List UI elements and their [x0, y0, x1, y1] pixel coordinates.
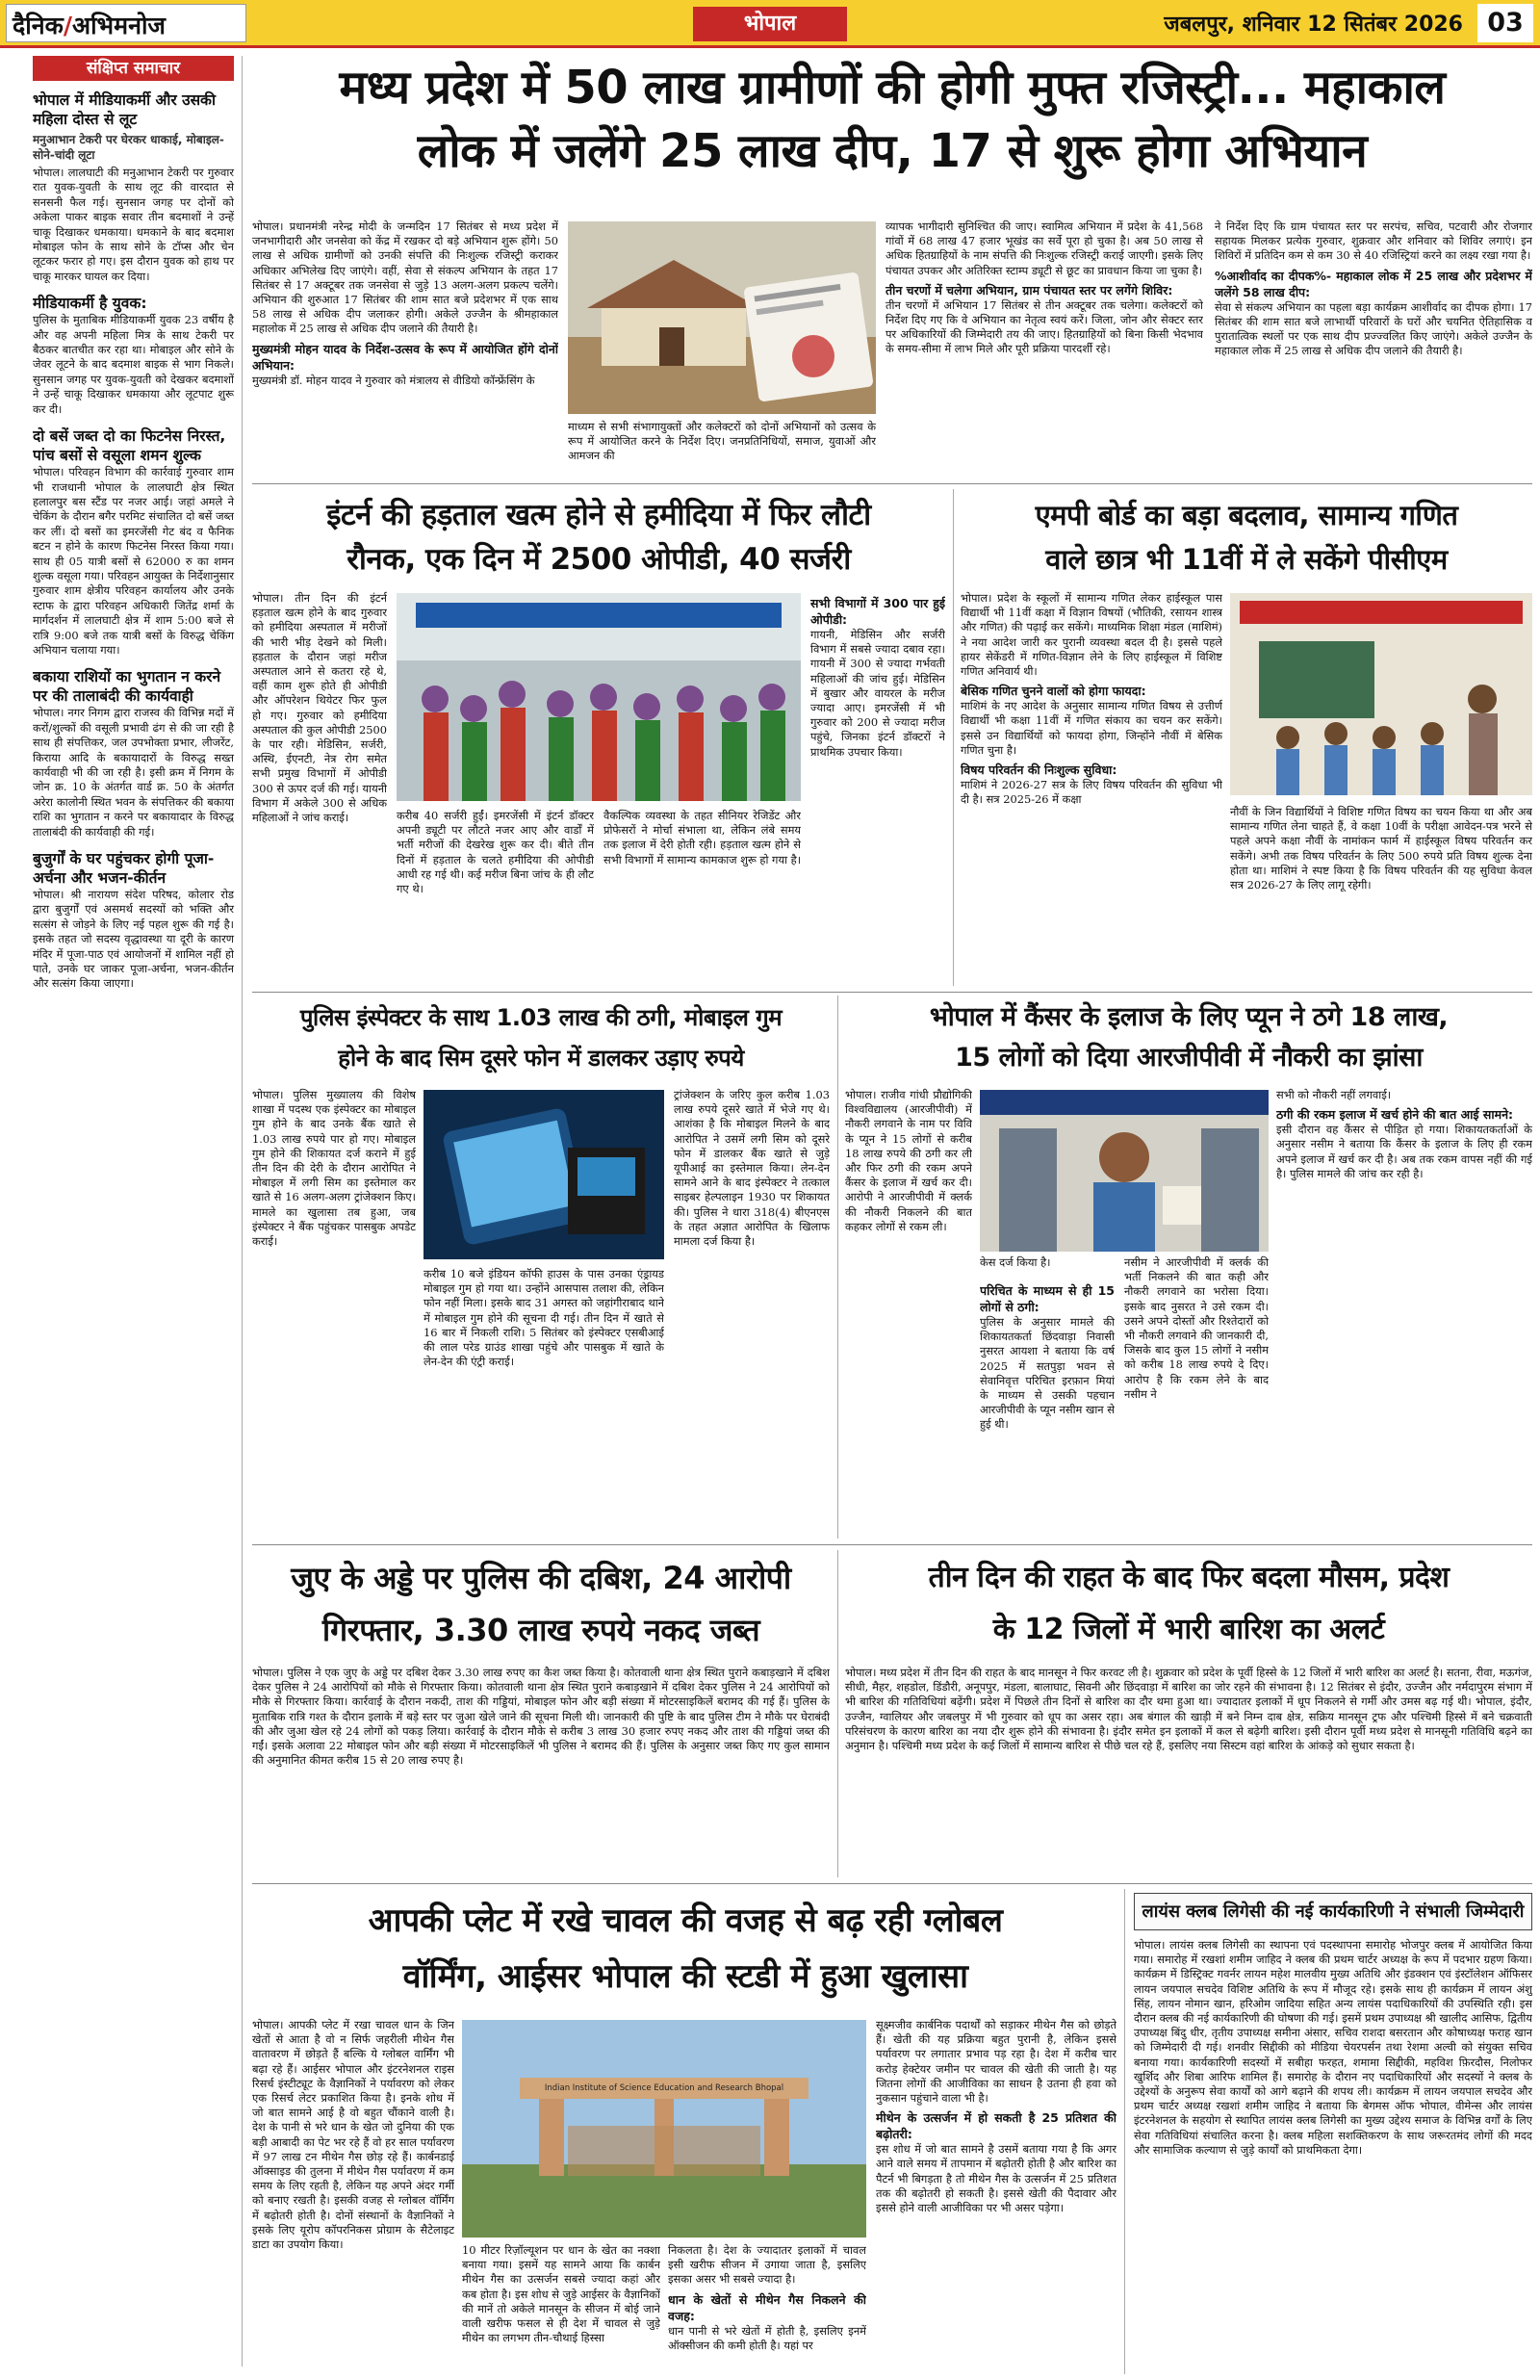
cancer-photo-accused — [980, 1090, 1269, 1252]
brief-title: बकाया राशियों का भुगतान न करने पर की तालाबंदी की कार्यवाही — [33, 668, 221, 706]
mpboard-col-1: भोपाल। प्रदेश के स्कूलों में सामान्य गणित लेकर हाईस्कूल पास विद्यार्थी भी 11वीं कक्षा में विज्ञान विषयों (भौतिकी, रसायन शास्त्र और गणित) की पढ़ाई कर सकेंगे। माध्यमिक शिक्षा मंडल (माशिमं) ने नया आदेश जारी कर पुरानी व्यवस्था बदल दी है। इससे पहले हायर सेकेंडरी में गणित-विज्ञान लेने के लिए हाईस्कूल में विशिष्ट गणित अनिवार्य थी। बेसिक गणित चुनने वालों को होगा फायदा: माशिमं के नए आदेश के अनुसार सामान्य गणित विषय से उत्तीर्ण विद्यार्थी भी कक्षा 11वीं में गणित संकाय का चयन कर सकेंगे। इससे उन विद्यार्थियों को फायदा होगा, जिन्होंने नौवीं में बेसिक गणित चुना है। विषय परिवर्तन की निःशुल्क सुविधा: माशिमं ने 2026-27 सत्र के लिए विषय परिवर्तन की सुविधा भी दी है। सत्र 2025-26 में कक्षा — [961, 591, 1222, 807]
city-label: भोपाल — [693, 7, 847, 41]
rice-col-3: सूक्ष्मजीव कार्बनिक पदार्थों को सड़ाकर मीथेन गैस को छोड़ते हैं। खेती की यह प्रक्रिया बहुत पुरानी है, लेकिन इससे पर्यावरण पर लगातार प्रभाव पड़ रहा है। देश में करीब चार करोड़ हेक्टेयर जमीन पर चावल की खेती की जाती है। यह जितना लोगों की आजीविका का साधन है उतना ही हवा को नुकसान पहुंचाने वाला भी है। मीथेन के उत्सर्जन में हो सकती है 25 प्रतिशत की बढ़ोतरी: इस शोध में जो बात सामने है उसमें बताया गया है कि अगर आने वाले समय में तापमान में बढ़ोतरी होती है और बारिश का पैटर्न भी बिगड़ता है तो मीथेन गैस के उत्सर्जन में 25 प्रतिशत तक की बढ़ोतरी हो सकती है। इससे खेती की पैदावार और इससे होने वाली आजीविका पर भी असर पड़ेगा। — [876, 2018, 1116, 2215]
brief-title: दो बसें जब्त दो का फिटनेस निरस्त, पांच बसों से वसूला शमन शुल्क — [33, 427, 226, 465]
lead-col-3: व्यापक भागीदारी सुनिश्चित की जाए। स्वामित्व अभियान में प्रदेश के 41,568 गांवों में 68 लाख 47 हजार भूखंड का सर्वे पूरा हो चुका है। अब 50 लाख से अधिक हितग्राहियों के नाम संपत्ति की निःशुल्क रजिस्ट्री कराई जाएगी। इसके लिए पंचायत उपकर और अतिरिक्त स्टाम्प ड्यूटी से छूट का प्रावधान किया जा चुका है। तीन चरणों में चलेगा अभियान, ग्राम पंचायत स्तर पर लगेंगे शिविर: तीन चरणों में अभियान 17 सितंबर से तीन अक्टूबर तक चलेगा। कलेक्टरों को निर्देश दिए गए कि वे अभियान का नेतृत्व स्वयं करें। जिला, जोन और सेक्टर स्तर पर अधिकारियों की जिम्मेदारी तय की जाए। हितग्राहियों को बिना किसी भेदभाव के समय-सीमा में लाभ मिले और पूरी प्रक्रिया पारदर्शी रहे। — [886, 220, 1203, 356]
lead-col-4: ने निर्देश दिए कि ग्राम पंचायत स्तर पर सरपंच, सचिव, पटवारी और रोजगार सहायक मिलकर प्रत्येक गुरुवार, शुक्रवार और शनिवार को शिविर लगाएं। इन शिविरों में प्रतिदिन कम से कम 30 से 40 रजिस्ट्रियां करने का लक्ष्य रखा गया है। %आशीर्वाद का दीपक%- महाकाल लोक में 25 लाख और प्रदेशभर में जलेंगे 58 लाख दीप: सेवा से संकल्प अभियान का पहला बड़ा कार्यक्रम आशीर्वाद का दीपक होगा। 17 सितंबर की शाम सात बजे लाभार्थी परिवारों के घरों और चयनित ऐतिहासिक व पुरातात्विक स्थलों पर एक साथ दीप प्रज्ज्वलित किए जाएंगे। अकेले उज्जैन के महाकाल लोक में 25 लाख से अधिक दीप जलाने की तैयारी है। — [1215, 220, 1532, 358]
cancer-col-1: भोपाल। राजीव गांधी प्रौद्योगिकी विश्वविद्यालय (आरजीपीवी) में नौकरी लगवाने के नाम पर विवि के प्यून ने 15 लोगों से करीब 18 लाख रुपये की ठगी कर ली और फिर ठगी की रकम अपने कैंसर के इलाज में खर्च कर दी। आरोपी ने आरजीपीवी में क्लर्क की नौकरी निकलने की बात कहकर लोगों से रकम ली। — [845, 1088, 972, 1233]
divider — [252, 1883, 1532, 1884]
lead-photo-caption: माध्यम से सभी संभागायुक्तों और कलेक्टरों को दोनों अभियानों को उत्सव के रूप में आयोजित करने के निर्देश दिए। जनप्रतिनिधियों, समाज, युवाओं और आमजन की — [568, 420, 876, 463]
police-photo-phone — [424, 1090, 664, 1259]
hamidia-col-4: सभी विभागों में 300 पार हुई ओपीडी: गायनी, मेडिसिन और सर्जरी विभाग में सबसे ज्यादा दबाव रहा। गायनी में 300 से ज्यादा गर्भवती महिलाओं की जांच हुई। मेडिसिन में बुखार और वायरल के मरीज ज्यादा आए। इमरजेंसी में भी गुरुवार को 200 से ज्यादा मरीज पहुंचे, जिनका इंटर्न डॉक्टरों ने प्राथमिक उपचार किया। — [810, 596, 945, 759]
divider — [1124, 1889, 1125, 2374]
hamidia-photo-opd — [397, 593, 801, 801]
brief-title: बुजुर्गों के घर पहुंचकर होगी पूजा-अर्चना और भजन-कीर्तन — [33, 850, 215, 888]
mpboard-col-2: नौवीं के जिन विद्यार्थियों ने विशिष्ट गणित विषय का चयन किया था और अब सामान्य गणित लेना चाहते हैं, वे कक्षा 10वीं के परीक्षा आवेदन-पत्र भरने से पहले अपने कक्षा नौवीं के नामांकन फार्म में हाईस्कूल विषय परिवर्तन कर सकेंगे। अभी तक विषय परिवर्तन के लिए 500 रुपये प्रति विषय शुल्क देना होता था। माशिमं ने स्पष्ट किया है कि विषय परिवर्तन की यह सुविधा केवल सत्र 2026-27 के लिए लागू रहेगी। — [1230, 805, 1532, 892]
divider — [252, 1544, 1532, 1545]
rice-photo-iiser — [462, 2020, 866, 2238]
hamidia-col-1: भोपाल। तीन दिन की इंटर्न हड़ताल खत्म होने के बाद गुरुवार को हमीदिया अस्पताल में मरीजों की भारी भीड़ देखने को मिली। हड़ताल के दौरान जहां मरीज अस्पताल आने से कतरा रहे थे, वहीं काम शुरू होते ही ओपीडी और ऑपरेशन थियेटर फिर फुल हो गए। गुरुवार को हमीदिया अस्पताल की कुल ओपीडी 2500 के पार रही। मेडिसिन, सर्जरी, अस्थि, ईएनटी, नेत्र रोग समेत सभी प्रमुख विभागों में ओपीडी 300 से ऊपर दर्ज की गई। यायनी विभाग में अकेले 300 से अधिक महिलाओं ने जांच कराई। — [252, 591, 387, 825]
lions-club-story — [1134, 1893, 1532, 2374]
cancer-col-3: नसीम ने आरजीपीवी में क्लर्क की भर्ती निकलने की बात कही और नौकरी लगवाने का भरोसा दिया। इसके बाद नुसरत ने उसे रकम दी। उसने अपने दोस्तों और रिश्तेदारों को भी नौकरी लगवाने की जानकारी दी, जिसके बाद कुल 15 लोगों ने नसीम को करीब 18 लाख रुपये दे दिए। आरोप है कि रकम लेने के बाद नसीम ने — [1124, 1255, 1269, 1401]
gambling-body: भोपाल। पुलिस ने एक जुए के अड्डे पर दबिश देकर 3.30 लाख रुपए का कैश जब्त किया है। कोतवाली थाना क्षेत्र स्थित पुराने कबाड़खाने में दबिश देकर पुलिस ने 24 आरोपियों को मौके से गिरफ्तार किया। कोतवाली थाना क्षेत्र स्थित पुराने कबाड़खाने में दबिश देकर पुलिस ने 24 आरोपियों को मौके से गिरफ्तार किया। कार्रवाई के दौरान नकदी, ताश की गड्डियां, मोबाइल फोन और बड़ी संख्या में मोटरसाइकिलें बरामद की गई हैं। पुलिस के मुताबिक रात्रि गश्त के दौरान इलाके में बड़े स्तर पर जुआ खेले जाने की सूचना मिली थी। जानकारी की पुष्टि के बाद पुलिस टीम ने मौके पर घेराबंदी की और जुआ खेल रहे 24 लोगों को पकड़ लिया। कार्रवाई के दौरान मौके से करीब 3 लाख 30 हजार रुपए नकद और ताश की गड्डियां जब्त की गईं। इसके अलावा 22 मोबाइल फोन और बड़ी संख्या में मोटरसाइकिलें भी पुलिस ने बरामद की हैं। पुलिस के अनुसार जब्त किए गए कुल सामान की अनुमानित कीमत करीब 15 से 20 लाख रुपए है। — [252, 1666, 830, 1768]
police-col-3: ट्रांजेक्शन के जरिए कुल करीब 1.03 लाख रुपये दूसरे खाते में भेजे गए थे। आशंका है कि मोबाइल मिलने के बाद आरोपित ने उसमें लगी सिम को दूसरे फोन में डालकर बैंक खाते से जुड़े यूपीआई का इस्तेमाल किया। लेन-देन सामने आने के बाद इंस्पेक्टर ने तत्काल साइबर हेल्पलाइन 1930 पर शिकायत की। पुलिस ने धारा 318(4) बीएनएस के तहत अज्ञात आरोपित के खिलाफ मामला दर्ज किया है। — [674, 1088, 830, 1249]
brief-heading: संक्षिप्त समाचार — [33, 56, 234, 81]
lead-photo-registry — [568, 221, 876, 414]
hamidia-cols-2-3: करीब 40 सर्जरी हुईं। इमरजेंसी में इंटर्न डॉक्टर अपनी ड्यूटी पर लौटते नजर आए और वार्डों में भर्ती मरीजों की देखरेख शुरू कर दी। बीते तीन दिनों में हड़ताल के चलते हमीदिया की ओपीडी आधी रह गई थी। कई मरीज बिना जांच के ही लौट गए थे। वैकल्पिक व्यवस्था के तहत सीनियर रेजिडेंट और प्रोफेसरों ने मोर्चा संभाला था, लेकिन लंबे समय तक इलाज में देरी होती रही। हड़ताल खत्म होने से सभी विभागों में सामान्य कामकाज शुरू हो गया है। — [397, 809, 801, 896]
mpboard-photo-classroom — [1230, 593, 1532, 795]
edition-date: जबलपुर, शनिवार 12 सितंबर 2026 — [1164, 13, 1463, 37]
police-col-2: करीब 10 बजे इंडियन कॉफी हाउस के पास उनका एंड्रायड मोबाइल गुम हो गया था। उन्होंने आसपास तलाश की, लेकिन फोन नहीं मिला। इसके बाद 31 अगस्त को जहांगीराबाद थाने में मोबाइल गुम होने की सूचना दी गई। तीन दिन में खाते से 16 बार में निकली राशि। 5 सितंबर को इंस्पेक्टर एसबीआई की लाल परेड ग्राउंड शाखा पहुंचे और पासबुक में खाते के लेन-देन की एंट्री कराई। — [424, 1267, 664, 1369]
brief-body: भोपाल। लालघाटी की मनुआभान टेकरी पर गुरुवार रात युवक-युवती के साथ लूट की वारदात से सनसनी फैल गई। सुनसान जगह पर दोनों को अकेला पाकर बाइक सवार तीन बदमाशों ने उन्हें चाकू दिखाकर धमकाया। धमकाने के बाद बदमाश मोबाइल फोन के साथ सोने के टॉप्स और चेन लूटकर फरार हो गए। इस दौरान युवक को हाथ पर चाकू मारकर घायल कर दिया। — [33, 166, 234, 283]
brief-title: भोपाल में मीडियाकर्मी और उसकी महिला दोस्त से लूट — [33, 91, 216, 128]
divider — [837, 996, 838, 1539]
rice-headline: आपकी प्लेट में रखे चावल की वजह से बढ़ रही ग्लोबल वॉर्मिंग, आईसर भोपाल की स्टडी में हुआ खुलासा — [368, 1901, 1003, 1996]
weather-headline: तीन दिन की राहत के बाद फिर बदला मौसम, प्रदेश के 12 जिलों में भारी बारिश का अलर्ट — [928, 1561, 1450, 1646]
brief-body: भोपाल। श्री नारायण संदेश परिषद, कोलार रोड द्वारा बुजुर्गों एवं असमर्थ सदस्यों को भक्ति और सत्संग से जोड़ने के लिए नई पहल शुरू की गई है। इसके तहत जो सदस्य वृद्धावस्था या दूरी के कारण मंदिर में पूजा-पाठ एवं आयोजनों में शामिल नहीं हो पाते, उनके घर जाकर पूजा-अर्चना, भजन-कीर्तन और सत्संग किया जाएगा। — [33, 888, 234, 991]
police-headline: पुलिस इंस्पेक्टर के साथ 1.03 लाख की ठगी, मोबाइल गुम होने के बाद सिम दूसरे फोन में डालकर उड़ाए रुपये — [299, 1004, 783, 1072]
rice-col-2: 10 मीटर रिज़ॉल्यूशन पर धान के खेत का नक्शा बनाया गया। इसमें यह सामने आया कि कार्बन मीथेन गैस का उत्सर्जन सबसे ज्यादा कहां और कब होता है। इस शोध से जुड़े आईसर के वैज्ञानिकों की मानें तो अकेले मानसून के सीजन में बोई जाने वाली खरीफ फसल से ही देश में चावल से जुड़े मीथेन का लगभग तीन-चौथाई हिस्सा — [462, 2243, 660, 2345]
newspaper-logo: दैनिक/अभिमनोज — [6, 4, 246, 42]
lions-headline: लायंस क्लब लिगेसी की नई कार्यकारिणी ने संभाली जिम्मेदारी — [1134, 1893, 1532, 1930]
lead-col-1: भोपाल। प्रधानमंत्री नरेन्द्र मोदी के जन्मदिन 17 सितंबर से मध्य प्रदेश में जनभागीदारी और जनसेवा को केंद्र में रखकर दो बड़े अभियान शुरू होंगे। 50 लाख से अधिक ग्रामीणों को उनकी संपत्ति की निःशुल्क रजिस्ट्री कराकर अधिकार अभिलेख दिए जाएंगे। वहीं, सेवा से संकल्प अभियान के तहत 17 सितंबर से 17 अक्टूबर तक जनसेवा से जुड़े 13 अलग-अलग प्रकल्प चलेंगे। अभियान की शुरुआत 17 सितंबर की शाम सात बजे प्रदेशभर में एक साथ 58 लाख से अधिक दीप जलाकर होगी। अकेले उज्जैन के श्रीमहाकाल महालोक में 25 लाख से अधिक दीप जलाने की तैयारी है। मुख्यमंत्री मोहन यादव के निर्देश-उत्सव के रूप में आयोजित होंगे दोनों अभियान: मुख्यमंत्री डॉ. मोहन यादव ने गुरुवार को मंत्रालय से वीडियो कॉन्फ्रेंसिंग के — [252, 220, 558, 387]
cancer-col-4: सभी को नौकरी नहीं लगवाई। ठगी की रकम इलाज में खर्च होने की बात आई सामने: इसी दौरान वह कैंसर से पीड़ित हो गया। शिकायतकर्ताओं के अनुसार नसीम ने बताया कि कैंसर के इलाज के लिए ही रकम अपने इलाज में खर्च कर दी है। अब तक रकम वापस नहीं की गई है। पुलिस मामले की जांच कर रही है। — [1276, 1088, 1532, 1180]
gambling-headline: जुए के अड्डे पर पुलिस की दबिश, 24 आरोपी गिरफ्तार, 3.30 लाख रुपये नकद जब्त — [291, 1560, 791, 1648]
lead-headline: मध्य प्रदेश में 50 लाख ग्रामीणों की होगी मुफ्त रजिस्ट्री... महाकाल लोक में जलेंगे 25 लाख दीप, 17 से शुरू होगा अभियान — [339, 61, 1446, 178]
brief-subtitle: मनुआभान टेकरी पर घेरकर धाकाई, मोबाइल-सोने-चांदी लूटा — [33, 133, 224, 162]
police-col-1: भोपाल। पुलिस मुख्यालय की विशेष शाखा में पदस्थ एक इंस्पेक्टर का मोबाइल गुम होने के बाद उनके बैंक खाते से 1.03 लाख रुपये पार हो गए। मोबाइल गुम होने की शिकायत दर्ज कराने में हुई तीन दिन की देरी के दौरान आरोपित ने मोबाइल में लगी सिम का इस्तेमाल कर खाते से 16 अलग-अलग ट्रांजेक्शन किए। मामले का खुलासा तब हुआ, जब इंस्पेक्टर ने बैंक पहुंचकर पासबुक अपडेट कराई। — [252, 1088, 416, 1249]
news-brief-column — [33, 56, 243, 2367]
brief-body: पुलिस के मुताबिक मीडियाकर्मी युवक 23 वर्षीय है और वह अपनी महिला मित्र के साथ टेकरी पर बैठकर बातचीत कर रहा था। मोबाइल और सोने के जेवर लूटने के बाद बदमाश बाइक से भाग निकले। सुनसान जगह पर युवक-युवती को देखकर बदमाशों ने उन्हें चाकू दिखाकर धमकाया और लूटपाट शुरू कर दी। — [33, 313, 234, 416]
divider — [953, 489, 954, 986]
page-number: 03 — [1477, 4, 1533, 42]
divider — [252, 483, 1532, 484]
divider — [252, 992, 1532, 993]
brief-body: भोपाल। परिवहन विभाग की कार्रवाई गुरुवार शाम भी राजधानी भोपाल के लालघाटी क्षेत्र स्थित हलालपुर बस स्टैंड पर नजर आई। जहां अमले ने चेकिंग के दौरान बगैर परमिट संचालित दो बसें जब्त कर लीं। दो बसों का इमरजेंसी गेट बंद व फैनिक बटन न होने के कारण फिटनेस निरस्त किया गया। साथ ही 05 यात्री बसों से 62000 रु का शमन शुल्क वसूला गया। परिवहन आयुक्त के निर्देशानुसार गुरुवार शाम क्षेत्रीय परिवहन कार्यालय और उनके स्टाफ के द्वारा परिवहन अधिकारी जितेंद्र शर्मा के मार्गदर्शन में लालघाटी क्षेत्र में शाम 5:00 बजे से रात्रि 9:00 बजे तक यात्री बसों के विरुद्ध चेकिंग अभियान चलाया गया। — [33, 465, 234, 657]
brief-title: मीडियाकर्मी है युवक: — [33, 295, 147, 313]
hamidia-headline: इंटर्न की हड़ताल खत्म होने से हमीदिया में फिर लौटी रौनक, एक दिन में 2500 ओपीडी, 40 सर्जरी — [326, 498, 871, 577]
lions-body: भोपाल। लायंस क्लब लिगेसी का स्थापना एवं पदस्थापना समारोह भोजपुर क्लब में आयोजित किया गया। समारोह में रखशां शमीम जाहिद ने क्लब की प्रथम चार्टर अध्यक्ष के रूप में पदभार ग्रहण किया। कार्यक्रम में डिस्ट्रिक्ट गवर्नर लायन महेश मालवीय मुख्य अतिथि और इंडक्शन एवं इंस्टॉलेशन ऑफिसर लायन जयपाल सचदेव विशिष्ट अतिथि के रूप में मौजूद रहे। इसके साथ ही कार्यक्रम में लायन अंशु सिंह, लायन नोमान खान, हरिओम जादिया सहित अन्य लायंस पदाधिकारियों की उपस्थिति रही। इस दौरान क्लब की नई कार्यकारिणी की घोषणा की गई। इसमें प्रथम उपाध्यक्ष श्री खालीद आसिफ, द्वितीय उपाध्यक्ष बिंदु धीर, तृतीय उपाध्यक्ष समीना अंसार, सचिव राशदा बसरतान और कोषाध्यक्ष फराह खान को जिम्मेदारी दी गई। शनवीर सिद्दीकी को मीडिया चेयरपर्सन तथा रेशमा अल्वी को संयुक्त सचिव बनाया गया। कार्यकारिणी सदस्यों में सबीहा फरहत, शमामा सिद्दीकी, महविश फ़िरदौस, निलोफर खुर्शिद और शिबा आरिफ शामिल हैं। समारोह के दौरान नए पदाधिकारियों और सदस्यों ने क्लब के उद्देश्यों के अनुरूप सेवा कार्यों को आगे बढ़ाने की शपथ ली। कार्यक्रम में लायन जयपाल सचदेव और प्रथम चार्टर अध्यक्ष रखशां शमीम जाहिद ने बताया कि बेगमस ऑफ भोपाल, वीमेन्स और लायंस इंटरनेशनल के सहयोग से स्थापित लायंस क्लब लिगेसी का मुख्य उद्देश्य समाज के विभिन्न वर्गों के लिए सेवा गतिविधियां संचालित करना है। क्लब महिला सशक्तिकरण के साथ जरूरतमंद लोगों की मदद और सामाजिक कल्याण से जुड़े कार्यों को प्राथमिकता देगा। — [1134, 1938, 1532, 2157]
mpboard-headline: एमपी बोर्ड का बड़ा बदलाव, सामान्य गणित वाले छात्र भी 11वीं में ले सकेंगे पीसीएम — [1035, 499, 1458, 576]
cancer-headline: भोपाल में कैंसर के इलाज के लिए प्यून ने ठगे 18 लाख, 15 लोगों को दिया आरजीपीवी में नौकरी का झांसा — [929, 1002, 1449, 1073]
rice-col-1: भोपाल। आपकी प्लेट में रखा चावल धान के जिन खेतों से आता है वो न सिर्फ जहरीली मीथेन गैस वातावरण में छोड़ते हैं बल्कि ये ग्लोबल वार्मिंग भी बढ़ा रहे हैं। आईसर भोपाल और इंटरनेशनल राइस रिसर्च इंस्टीट्यूट के वैज्ञानिकों ने पर्यावरण को लेकर एक रिसर्च लेटर प्रकाशित किया है। इनके शोध में जो बात सामने आई है वो बहुत चौंकाने वाली है। देश के पानी से भरे धान के खेत जो दुनिया की एक बड़ी आबादी का पेट भर रहे हैं वो हर साल पर्यावरण में 97 लाख टन मीथेन गैस छोड़ रहे हैं। कार्बनडाई ऑक्साइड की तुलना में मीथेन गैस पर्यावरण में कम समय के लिए रहती है, लेकिन यह अपने अंदर गर्मी को बनाए रखती है। इसकी वजह से ग्लोबल वॉर्मिंग में बढ़ोतरी होती है। दोनों संस्थानों के वैज्ञानिकों ने इसके लिए यूरोप कॉपरनिकस प्रोग्राम के सैटेलाइट डाटा का उपयोग किया। — [252, 2018, 454, 2252]
rice-photo-sign: Indian Institute of Science Education and Research Bhopal — [544, 2083, 784, 2093]
divider — [837, 1550, 838, 1877]
brief-body: भोपाल। नगर निगम द्वारा राजस्व की विभिन्न मदों में करों/शुल्कों की वसूली प्रभावी ढंग से की जा रही है साथ ही संपत्तिकर, जल उपभोक्ता प्रभार, लीजरेंट, किराया आदि के बकायादारों के विरुद्ध सख्त कार्यवाही भी की जा रही है। इसी क्रम में निगम के जोन क्र. 10 के अंतर्गत वार्ड क्र. 50 के अंतर्गत अरेरा कालोनी स्थित भवन के संपत्तिकर की बकाया राशि का भुगतान न करने पर बकायादार के विरुद्ध तालाबंदी की कार्यवाही की गई। — [33, 706, 234, 839]
cancer-photo-caption: केस दर्ज किया है। — [980, 1255, 1051, 1269]
cancer-col-2: परिचित के माध्यम से ही 15 लोगों से ठगी: पुलिस के अनुसार मामले की शिकायतकर्ता छिंदवाड़ा निवासी नुसरत आयशा ने बताया कि वर्ष 2025 में सतपुड़ा भवन से सेवानिवृत्त परिचित इरफ़ान मियां के माध्यम से उसकी पहचान आरजीपीवी के प्यून नसीम खान से हुई थी। — [980, 1283, 1115, 1432]
weather-body: भोपाल। मध्य प्रदेश में तीन दिन की राहत के बाद मानसून ने फिर करवट ली है। शुक्रवार को प्रदेश के पूर्वी हिस्से के 12 जिलों में भारी बारिश का अलर्ट है। सतना, रीवा, मऊगंज, सीधी, मैहर, शहडोल, डिंडौरी, अनूपपुर, मंडला, बालाघाट, सिवनी और छिंदवाड़ा में बारिश का जोर रहने की संभावना है। 12 सितंबर से इंदौर, उज्जैन और नर्मदापुरम संभाग में भी बारिश की गतिविधियां बढ़ेंगी। प्रदेश में पिछले तीन दिनों से बारिश का दौर थमा हुआ था। ज्यादातर इलाकों में धूप निकलने से गर्मी और उमस बढ़ गई थी। भोपाल, इंदौर, उज्जैन, ग्वालियर और जबलपुर में भी गुरुवार को धूप का असर रहा। अब बंगाल की खाड़ी में बने निम्न दाब क्षेत्र, सक्रिय मानसून ट्रफ और पश्चिमी हिस्से में बने चक्रवाती परिसंचरण के कारण बारिश का नया दौर शुरू होने की संभावना है। इंदौर समेत इन इलाकों में कल से बढ़ेगी बारिश। इसी दौरान पूर्वी मध्य प्रदेश से मानसूनी गतिविधि बढ़ने का अनुमान है। पश्चिमी मध्य प्रदेश के कई जिलों में सामान्य बारिश से पीछे चल रहे हैं, इसलिए नया सिस्टम वहां बारिश के आंकड़े को सुधार सकता है। — [845, 1666, 1532, 1753]
rice-col-2b: निकलता है। देश के ज्यादातर इलाकों में चावल इसी खरीफ सीजन में उगाया जाता है, इसलिए इसका असर भी सबसे ज्यादा है। धान के खेतों से मीथेन गैस निकलने की वजह: धान पानी से भरे खेतों में होती है, इसलिए इनमें ऑक्सीजन की कमी होती है। यहां पर — [668, 2243, 866, 2352]
masthead — [0, 0, 1540, 48]
